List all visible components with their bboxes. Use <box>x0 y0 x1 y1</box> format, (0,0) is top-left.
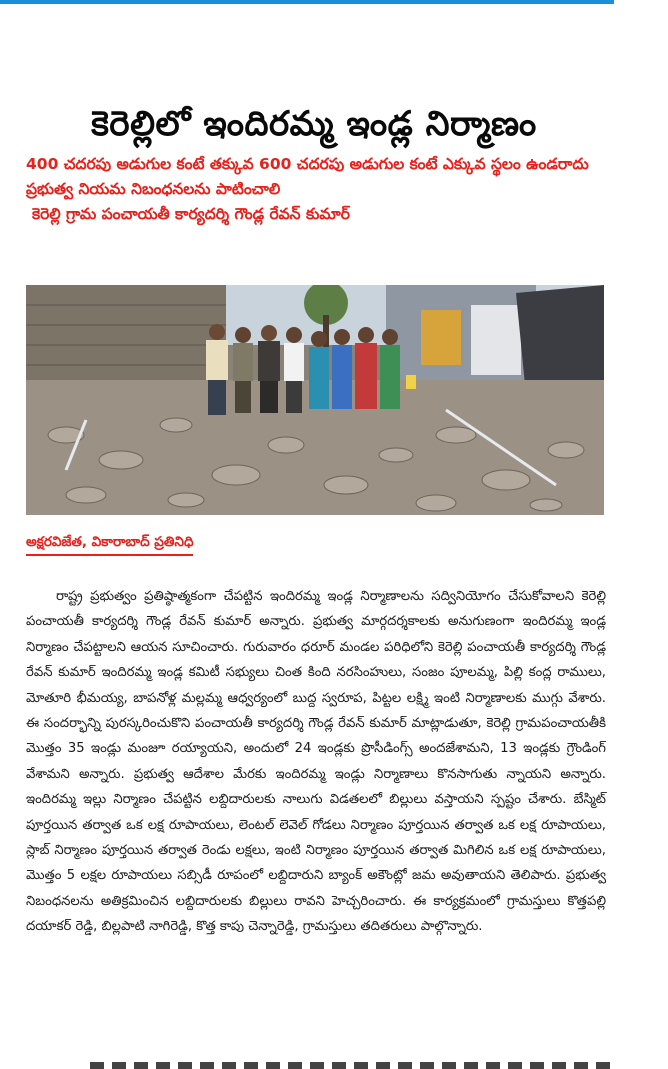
news-photo-illustration <box>26 285 604 515</box>
news-photo <box>26 285 604 515</box>
next-headline-cutoff <box>90 1062 610 1069</box>
dateline: అక్షరవిజేత, వికారాబాద్ ప్రతినిధి <box>26 532 193 556</box>
subhead-3: కెరెల్లి గ్రామ పంచాయతీ కార్యదర్శి గౌండ్ల రేవన్ కుమార్ <box>32 205 350 223</box>
headline: కెరెల్లిలో ఇందిరమ్మ ఇండ్ల నిర్మాణం <box>91 103 537 144</box>
subheads <box>26 152 610 227</box>
subhead-2: ప్రభుత్వ నియమ నిబంధనలను పాటించాలి <box>26 180 281 198</box>
subhead-1: 400 చదరపు అడుగుల కంటే తక్కువ 600 చదరపు అడుగుల కంటే ఎక్కువ స్థలం ఉండరాదు <box>26 155 589 173</box>
article-body: రాష్ట్ర ప్రభుత్వం ప్రతిష్ఠాత్మకంగా చేపట్టిన ఇందిరమ్మ ఇండ్ల నిర్మాణాలను సద్వినియోగం చేసుకోవాలని కెరెల్లి పంచాయతీ కార్యదర్శి గౌండ్ల రేవన్ కుమార్ అన్నారు. ప్రభుత్వ మార్గదర్శకాలకు అనుగుణంగా ఇందిరమ్మ ఇండ్ల నిర్మాణం చేపట్టాలని ఆయన సూచించారు. గురువారం ధరూర్ మండల పరిధిలోని కెరెల్లి పంచాయతీ కార్యదర్శి గౌండ్ల రేవన్ కుమార్ ఇందిరమ్మ ఇండ్ల కమిటీ సభ్యులు చింత కింది నరసింహులు, సంజం పూలమ్మ, పిల్లి కంద్ల రాములు, మోతూరి భీమయ్య, బాపనోళ్ల మల్లమ్మ ఆధ్వర్యంలో బుద్ద స్వరూప, పిట్టల లక్ష్మి ఇంటి నిర్మాణాలకు ముగ్గు వేశారు. ఈ సందర్భాన్ని పురస్కరించుకొని పంచాయతీ కార్యదర్శి గౌండ్ల రేవన్ కుమార్ మాట్లాడుతూ, కెరెల్లి గ్రామపంచాయతీకి మొత్తం 35 ఇండ్లు మంజూ రయ్యాయని, అందులో 24 ఇండ్లకు ప్రొసీడింగ్స్ అందజేశామని, 13 ఇండ్లకు గ్రౌండింగ్ వేశామని అన్నారు. ప్రభుత్వ ఆదేశాల మేరకు ఇందిరమ్మ ఇండ్లు నిర్మాణాలు కొనసాగుతు న్నాయని అన్నారు. ఇందిరమ్మ ఇల్లు నిర్మాణం చేపట్టిన లబ్దిదారులకు నాలుగు విడతలలో బిల్లులు వస్తాయని స్పష్టం చేశారు. బేస్మిట్ పూర్తయిన తర్వాత ఒక లక్ష రూపాయలు, లెంటల్ లెవెల్ గోడలు నిర్మాణం పూర్తయిన తర్వాత ఒక లక్ష రూపాయలు, స్లాబ్ నిర్మాణం పూర్తయిన తర్వాత రెండు లక్షలు, ఇంటి నిర్మాణం పూర్తయిన తర్వాత మిగిలిన ఒక లక్ష రూపాయలు, మొత్తం 5 లక్షల రూపాయలు సబ్సిడీ రూపంలో లబ్దిదారుని బ్యాంక్ అకౌంట్లో జమ అవుతాయని తెలిపారు. ప్రభుత్వ నిబంధనలను అతిక్రమించిన లబ్దిదారులకు బిల్లులు రావని హెచ్చరించారు. ఈ కార్యక్రమంలో గ్రామస్తులు కొత్తపల్లి దయాకర్ రెడ్డి, బిల్లపాటి నాగిరెడ్డి, కొత్త కాపు చెన్నారెడ్డి, గ్రామస్తులు తదితరులు పాల్గొన్నారు. <box>26 589 606 935</box>
top-rule <box>0 0 614 4</box>
